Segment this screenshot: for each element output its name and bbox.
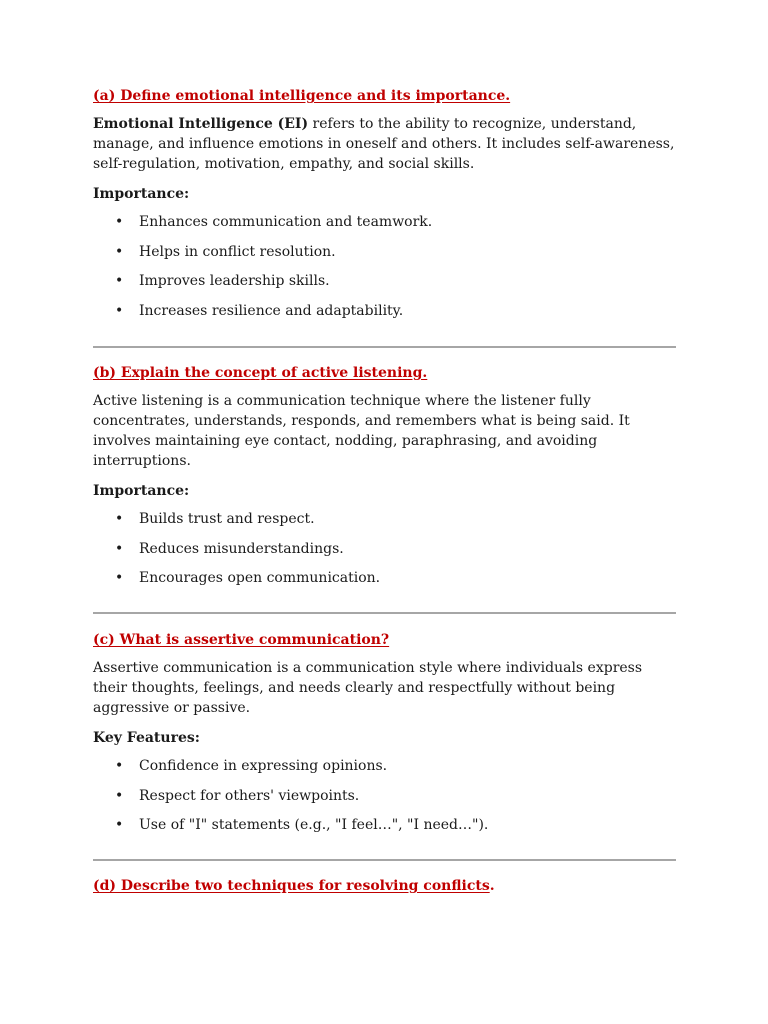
section-divider [93,346,676,348]
section-c-bullet-list [93,756,676,835]
section-b-heading: (b) Explain the concept of active listening. [93,365,428,381]
bullet-icon: • [115,243,124,260]
list-item [93,756,676,776]
list-item-text: Builds trust and respect. [139,511,315,527]
ei-term: Emotional Intelligence (EI) [93,116,309,132]
section-d [93,876,676,904]
list-item-text: Use of "I" statements (e.g., "I feel…", "I need…"). [139,817,489,833]
list-item [93,815,676,835]
section-a [93,86,676,330]
section-c-subhead: Key Features: [93,730,200,746]
bullet-icon: • [115,511,124,527]
list-item-text: Improves leadership skills. [139,273,330,289]
bullet-icon: • [115,787,124,804]
list-item-text: Helps in conflict resolution. [139,243,336,260]
section-d-heading-period: . [489,878,495,894]
list-item-text: Reduces misunderstandings. [139,540,344,557]
section-a-definition [93,114,676,174]
list-item [93,539,676,559]
list-item-text: Respect for others' viewpoints. [139,787,360,804]
section-b-subhead: Importance: [93,483,190,499]
section-a-subhead: Importance: [93,186,190,202]
list-item [93,212,676,232]
bullet-icon: • [115,302,124,319]
bullet-icon: • [115,570,124,586]
section-a-bullet-list [93,212,676,321]
list-item-text: Enhances communication and teamwork. [139,214,433,230]
section-b [93,363,676,598]
section-a-heading: (a) Define emotional intelligence and its importance. [93,88,511,104]
section-c-heading: (c) What is assertive communication? [93,632,390,648]
section-d-heading-text: (d) Describe two techniques for resolving conflicts [93,878,490,894]
section-c [93,630,676,845]
bullet-icon: • [115,214,124,230]
list-item-text: Confidence in expressing opinions. [139,758,388,774]
section-c-paragraph: Assertive communication is a communication style where individuals express their thoughts, feelings, and needs clearly and respectfully without being aggressive or passive. [93,660,643,716]
section-b-bullet-list [93,509,676,588]
section-b-paragraph: Active listening is a communication technique where the listener fully concentrates, understands, responds, and remembers what is being said. It involves maintaining eye contact, nodding, paraphrasing, and avoiding interruptions. [93,393,630,469]
list-item [93,568,676,588]
list-item [93,509,676,529]
list-item [93,271,676,291]
bullet-icon: • [115,273,124,289]
ei-definition-text: refers to the ability to recognize, understand, manage, and influence emotions in oneself and others. It includes self-awareness, self-regulation, motivation, empathy, and social skills. [93,116,675,172]
list-item [93,786,676,806]
bullet-icon: • [115,540,124,557]
bullet-icon: • [115,817,124,833]
list-item-text: Increases resilience and adaptability. [139,302,404,319]
list-item [93,242,676,262]
list-item [93,301,676,321]
section-divider [93,612,676,614]
list-item-text: Encourages open communication. [139,570,381,586]
section-d-heading [93,876,676,896]
bullet-icon: • [115,758,124,774]
section-divider [93,859,676,861]
